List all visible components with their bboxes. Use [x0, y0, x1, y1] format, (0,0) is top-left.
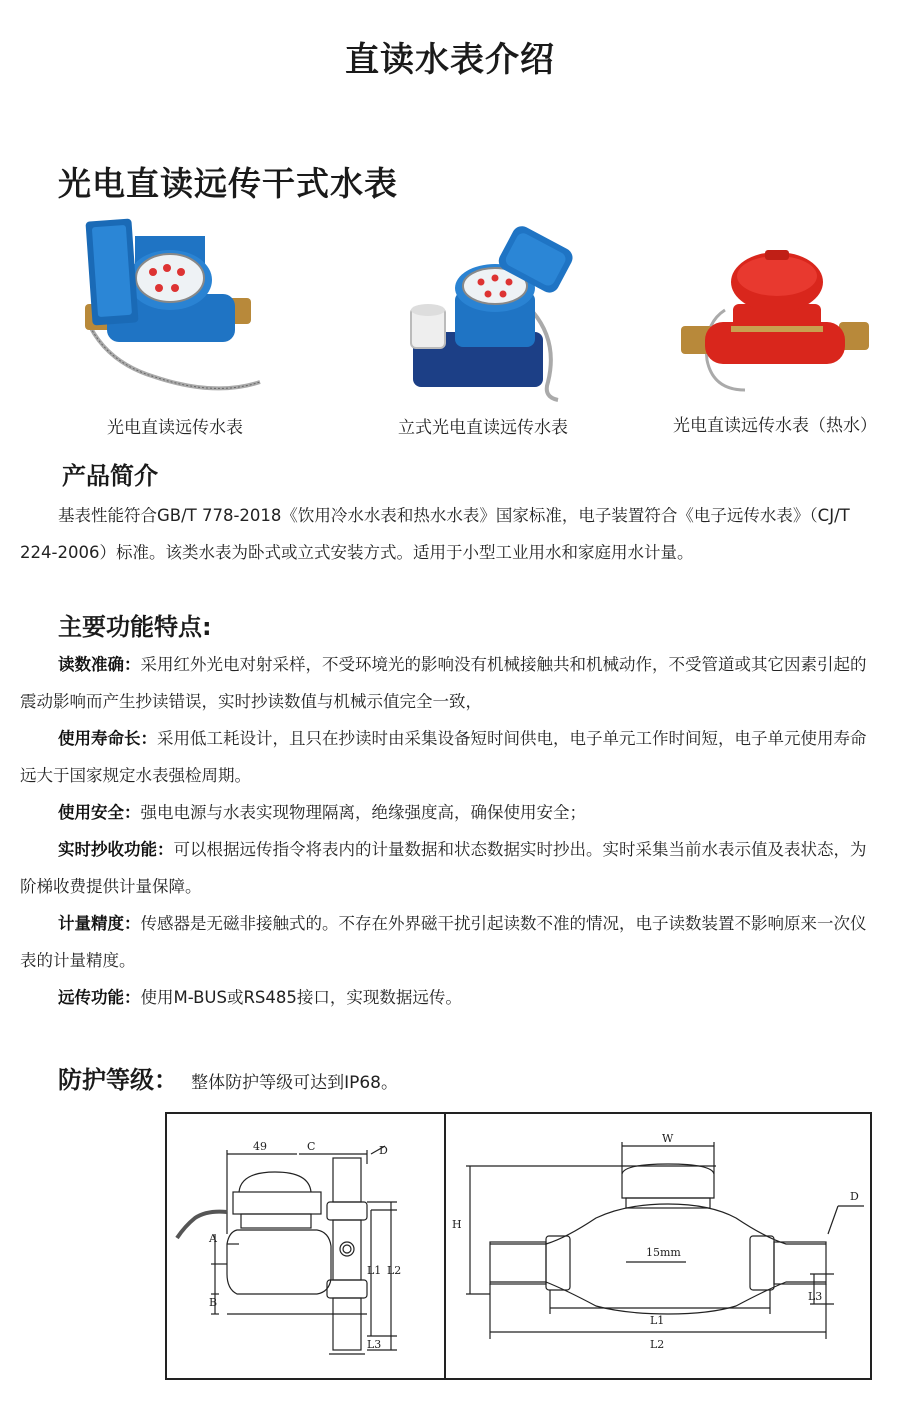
features-list — [20, 646, 882, 1016]
product-caption: 立式光电直读远传水表 — [398, 418, 568, 438]
feature-text: 可以根据远传指令将表内的计量数据和状态数据实时抄出。实时采集当前水表示值及表状态，为阶梯收费提供计量保障。 — [20, 840, 867, 896]
feature-text: 使用M-BUS或RS485接口，实现数据远传。 — [140, 988, 462, 1007]
dim-d-label: D — [850, 1190, 859, 1203]
dim-l2-label: L2 — [650, 1338, 665, 1351]
horizontal-meter-drawing — [446, 1114, 870, 1378]
vertical-meter-drawing — [167, 1114, 443, 1378]
feature-item — [20, 831, 882, 905]
feature-item — [20, 794, 882, 831]
product-caption: 光电直读远传水表 — [107, 418, 243, 438]
vertical-water-meter-blue-icon — [383, 222, 583, 407]
dim-l3-label: L3 — [808, 1290, 823, 1303]
dim-l1-label: L1 — [367, 1264, 382, 1277]
feature-item — [20, 646, 882, 720]
dim-h-label: H — [452, 1218, 462, 1231]
feature-text: 传感器是无磁非接触式的。不存在外界磁干扰引起读数不准的情况，电子读数装置不影响原来一次仪表的计量精度。 — [20, 914, 867, 970]
intro-heading: 产品简介 — [62, 462, 158, 490]
dim-d-label: D — [379, 1144, 388, 1157]
dim-l2-label: L2 — [387, 1264, 402, 1277]
dim-c-label: C — [307, 1140, 316, 1153]
feature-text: 采用红外光电对射采样，不受环境光的影响没有机械接触共和机械动作，不受管道或其它因素引起的震动影响而产生抄读错误，实时抄读数值与机械示值完全一致， — [20, 655, 867, 711]
protection-heading: 防护等级： — [58, 1066, 178, 1094]
feature-label: 计量精度： — [58, 914, 141, 933]
product-card — [378, 222, 588, 438]
dim-w-label: W — [662, 1132, 674, 1145]
page-title: 直读水表介绍 — [345, 40, 555, 80]
flow-label: 15mm — [646, 1246, 681, 1259]
horizontal-water-meter-blue-icon — [75, 212, 275, 407]
feature-text: 采用低工耗设计，且只在抄读时由采集设备短时间供电，电子单元工作时间短，电子单元使用寿命远大于国家规定水表强检周期。 — [20, 729, 867, 785]
feature-text: 强电电源与水表实现物理隔离，绝缘强度高，确保使用安全； — [140, 803, 586, 822]
intro-paragraph — [20, 497, 880, 571]
feature-item — [20, 720, 882, 794]
dim-a-label: A — [209, 1232, 217, 1245]
product-card — [70, 212, 280, 438]
section-title: 光电直读远传干式水表 — [58, 164, 398, 203]
feature-item — [20, 979, 882, 1016]
dim-49-label: 49 — [253, 1140, 267, 1153]
dim-l3-label: L3 — [367, 1338, 382, 1351]
product-caption: 光电直读远传水表（热水） — [673, 416, 877, 436]
protection-text: 整体防护等级可达到IP68。 — [191, 1073, 398, 1093]
feature-label: 实时抄收功能： — [58, 840, 174, 859]
feature-label: 读数准确： — [58, 655, 141, 674]
feature-label: 使用寿命长： — [58, 729, 157, 748]
features-heading: 主要功能特点: — [58, 613, 212, 641]
protection-row — [58, 1060, 398, 1095]
horizontal-water-meter-red-icon — [675, 240, 875, 405]
product-card — [660, 240, 890, 436]
feature-label: 远传功能： — [58, 988, 141, 1007]
feature-label: 使用安全： — [58, 803, 141, 822]
dim-b-label: B — [209, 1296, 218, 1309]
intro-text: 基表性能符合GB/T 778-2018《饮用冷水水表和热水水表》国家标准，电子装置符合《电子远传水表》（CJ/T 224-2006）标准。该类水表为卧式或立式安装方式。适用于小型工业用水和家庭用水计量。 — [20, 506, 850, 562]
feature-item — [20, 905, 882, 979]
dim-l1-label: L1 — [650, 1314, 665, 1327]
